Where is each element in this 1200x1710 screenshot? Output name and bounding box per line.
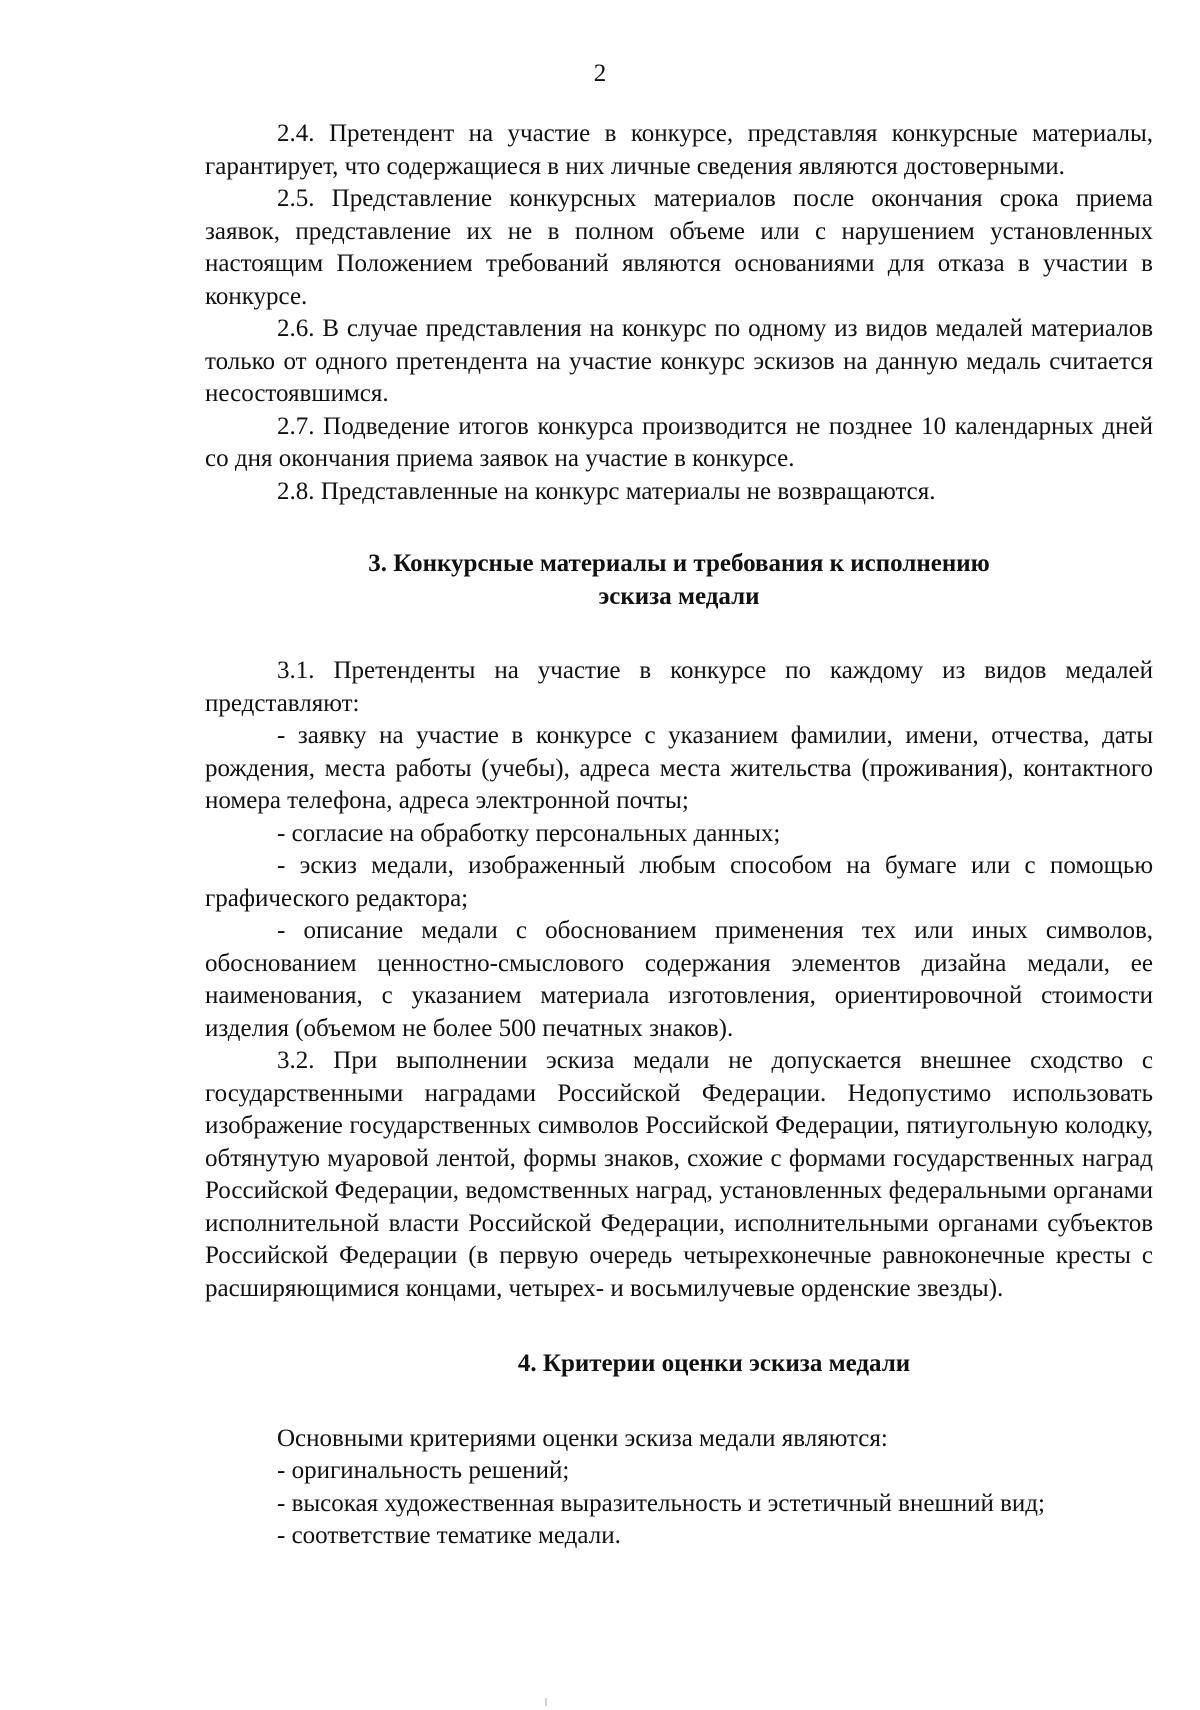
- spacer: [205, 1381, 1153, 1423]
- list-item: - описание медали с обоснованием применения тех или иных символов, обоснованием ценностно-смыслового содержания элементов дизайна медали, ее наименования, с указанием материала изготовления, ориентировочной стоимости изделия (объемом не более 500 печатных знаков).: [205, 917, 1153, 1042]
- section-4-heading: 4. Критерии оценки эскиза медали: [517, 1350, 911, 1377]
- page-number: 2: [593, 60, 607, 87]
- section-3-heading-line-1: 3. Конкурсные материалы и требования к исполнению: [368, 550, 990, 577]
- spacer: [205, 1305, 1153, 1348]
- spacer: [205, 508, 1153, 548]
- paragraph-3-1: 3.1. Претенденты на участие в конкурсе по каждому из видов медалей представляют:: [205, 657, 1153, 717]
- criteria-item: - оригинальность решений;: [277, 1457, 570, 1484]
- scan-artifact: [545, 1698, 547, 1706]
- paragraph-2-4: 2.4. Претендент на участие в конкурсе, представляя конкурсные материалы, гарантирует, что содержащиеся в них личные сведения являются достоверными.: [205, 120, 1153, 180]
- paragraph-3-2: 3.2. При выполнении эскиза медали не допускается внешнее сходство с государственными наградами Российской Федерации. Недопустимо использовать изображение государственных символов Российской Федерации, пятиугольную колодку, обтянутую муаровой лентой, формы знаков, схожие с формами государственных наград Российской Федерации, ведомственных наград, установленных федеральными органами исполнительной власти Российской Федерации, исполнительными органами субъектов Российской Федерации (в первую очередь четырехконечные равноконечные кресты с расширяющимися концами, четырех- и восьмилучевые орденские звезды).: [205, 1047, 1153, 1302]
- document-body: [205, 118, 1153, 1553]
- section-3-heading-line-2: эскиза медали: [598, 582, 760, 610]
- paragraph-2-6: 2.6. В случае представления на конкурс по одному из видов медалей материалов только от одного претендента на участие конкурс эскизов на данную медаль считается несостоявшимся.: [205, 315, 1153, 407]
- paragraph-2-8: 2.8. Представленные на конкурс материалы не возвращаются.: [277, 477, 936, 505]
- list-item: - эскиз медали, изображенный любым способом на бумаге или с помощью графического редактора;: [205, 852, 1153, 912]
- spacer: [205, 613, 1153, 655]
- paragraph-2-7: 2.7. Подведение итогов конкурса производится не позднее 10 календарных дней со дня окончания приема заявок на участие в конкурсе.: [205, 412, 1153, 472]
- list-item: - согласие на обработку персональных данных;: [277, 819, 781, 847]
- criteria-item: - соответствие тематике медали.: [277, 1522, 621, 1549]
- criteria-item: - высокая художественная выразительность и эстетичный внешний вид;: [277, 1489, 1045, 1517]
- criteria-intro: Основными критериями оценки эскиза медали являются:: [277, 1424, 888, 1452]
- list-item: - заявку на участие в конкурсе с указанием фамилии, имени, отчества, даты рождения, места работы (учебы), адреса места жительства (проживания), контактного номера телефона, адреса электронной почты;: [205, 722, 1153, 814]
- paragraph-2-5: 2.5. Представление конкурсных материалов после окончания срока приема заявок, представление их не в полном объеме или с нарушением установленных настоящим Положением требований являются основаниями для отказа в участии в конкурсе.: [205, 185, 1153, 310]
